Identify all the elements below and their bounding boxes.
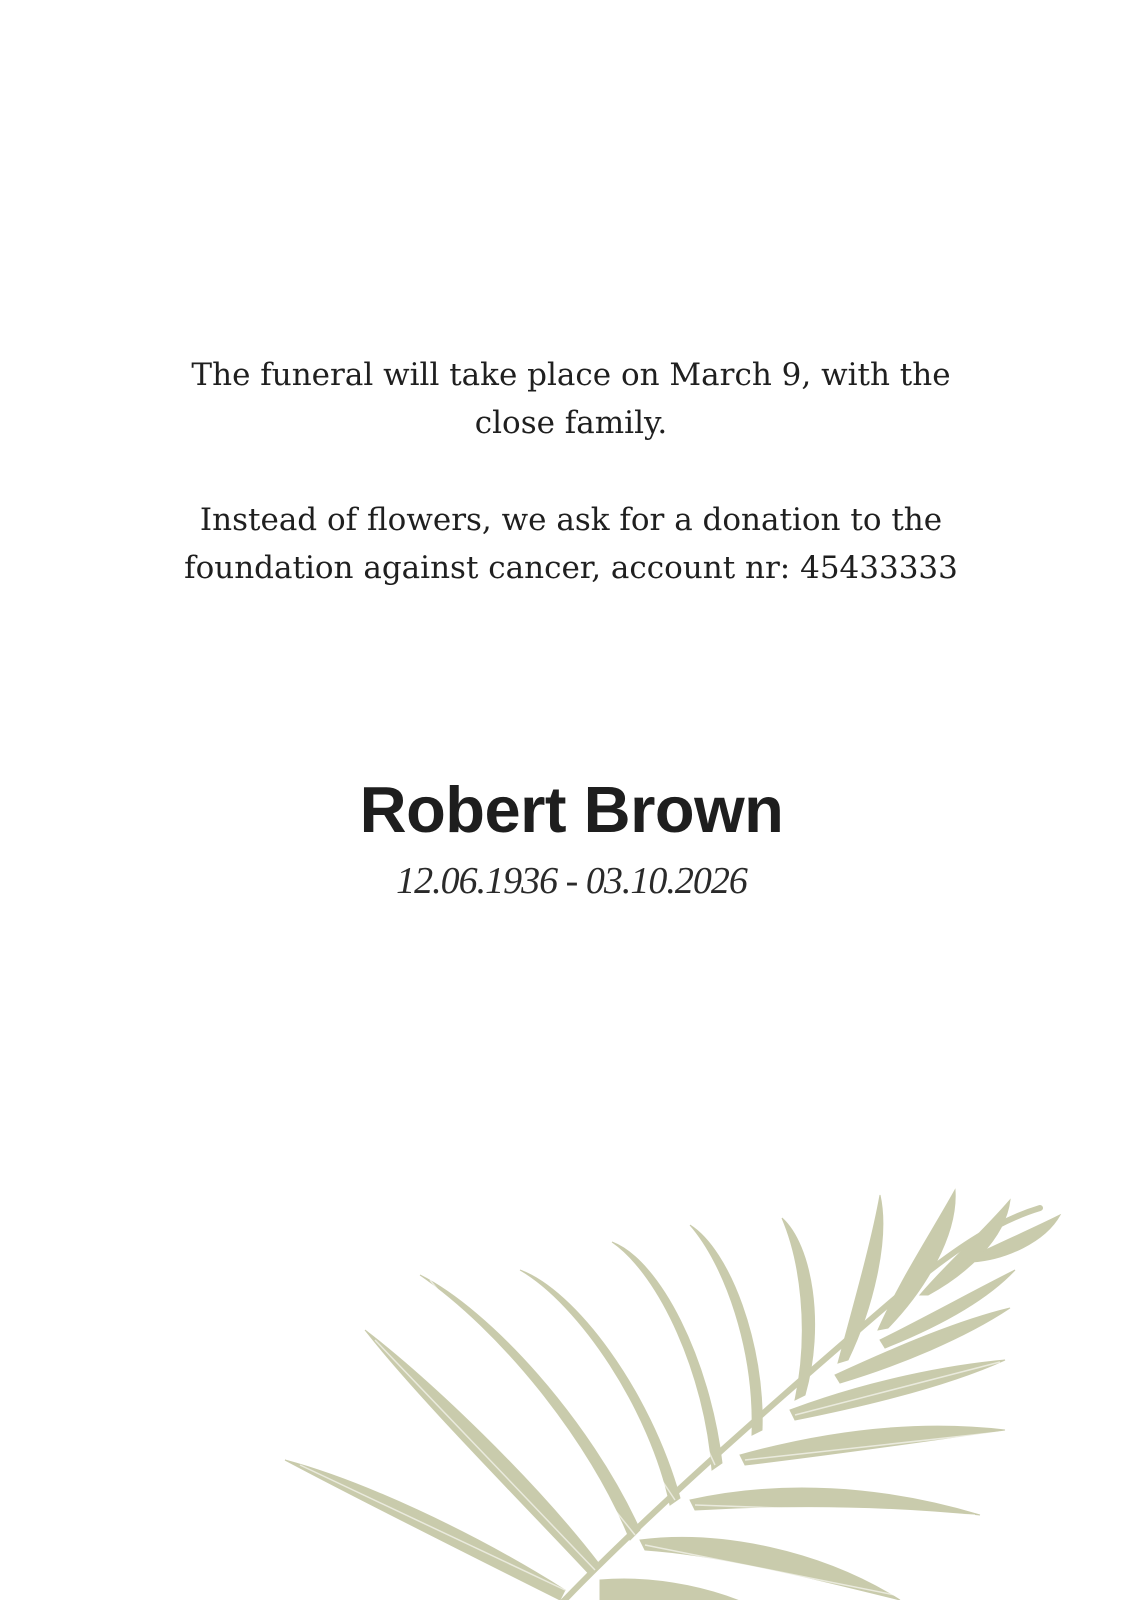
fern-leaf-icon bbox=[0, 1180, 1143, 1600]
donation-request bbox=[171, 496, 971, 592]
donation-request-line-2: foundation against cancer, account nr: 45433333 bbox=[184, 550, 958, 586]
donation-request-line-1: Instead of flowers, we ask for a donation to the bbox=[199, 502, 943, 538]
deceased-name: Robert Brown bbox=[359, 773, 784, 846]
funeral-notice-line-1: The funeral will take place on March 9, with the bbox=[191, 357, 951, 393]
funeral-notice-line-2: close family. bbox=[474, 405, 668, 441]
life-dates: 12.06.1936 - 03.10.2026 bbox=[396, 860, 747, 902]
funeral-notice bbox=[171, 351, 971, 447]
